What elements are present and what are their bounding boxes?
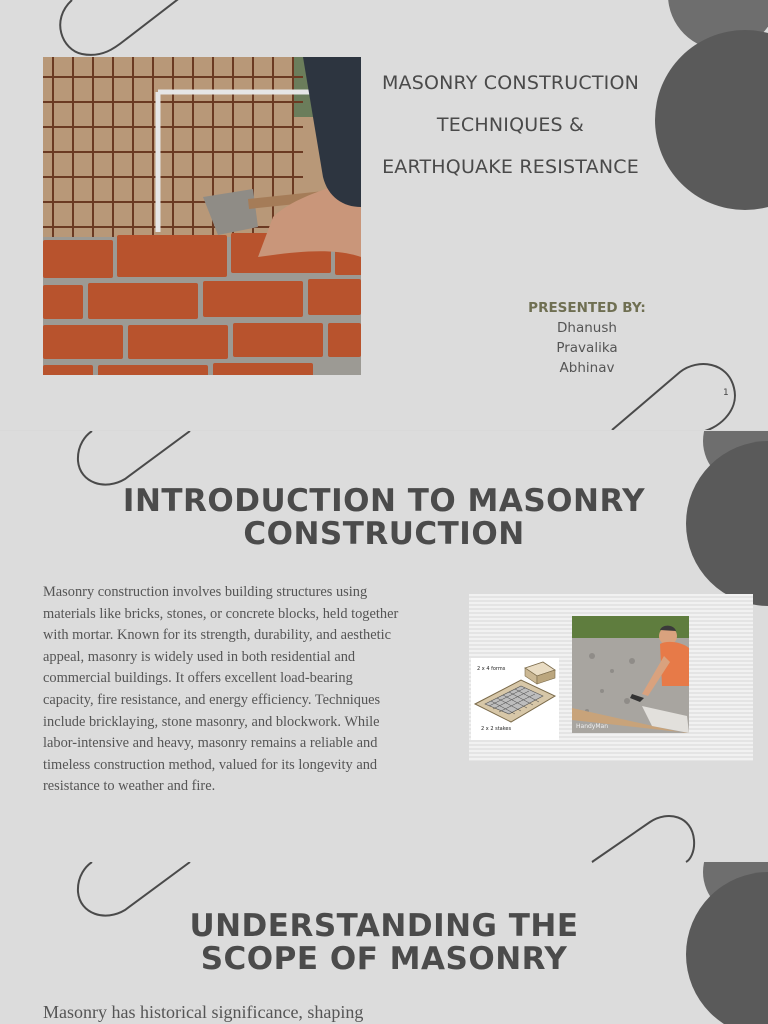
diagram-label: 2 x 4 forms bbox=[477, 666, 506, 672]
photo-caption: HandyMan bbox=[576, 723, 609, 730]
presenter-name: Dhanush bbox=[557, 320, 617, 336]
page-number: 1 bbox=[723, 388, 729, 398]
title-line: TECHNIQUES & bbox=[436, 114, 585, 136]
paragraph-line: resistance to weather and fire. bbox=[43, 778, 216, 795]
paragraph-line: Masonry has historical significance, shaping bbox=[43, 1002, 364, 1022]
paragraph-line: appeal, masonry is widely used in both residential and bbox=[43, 648, 356, 665]
heading-line: INTRODUCTION TO MASONRY bbox=[122, 483, 646, 519]
heading-line: SCOPE OF MASONRY bbox=[200, 941, 568, 977]
diagram-label: 2 x 2 stakes bbox=[481, 726, 512, 732]
paragraph-line: commercial buildings. It offers excellent load-bearing bbox=[43, 670, 353, 687]
paragraph-line: timeless construction method, valued for its longevity and bbox=[43, 756, 378, 773]
paragraph-line: capacity, fire resistance, and energy efficiency. Techniques bbox=[43, 691, 381, 708]
paragraph-line: Masonry construction involves building structures using bbox=[43, 584, 368, 600]
paragraph-line: materials like bricks, stones, or concrete blocks, held together bbox=[43, 605, 399, 622]
presented-by-label: PRESENTED BY: bbox=[528, 300, 646, 316]
paragraph-line: labor-intensive and heavy, masonry remains a reliable and bbox=[43, 735, 378, 752]
title-line: EARTHQUAKE RESISTANCE bbox=[382, 156, 639, 178]
paragraph-line: with mortar. Known for its strength, durability, and aesthetic bbox=[43, 627, 391, 644]
heading-line: CONSTRUCTION bbox=[243, 516, 525, 552]
heading-line: UNDERSTANDING THE bbox=[189, 908, 579, 944]
title-line: MASONRY CONSTRUCTION bbox=[381, 72, 640, 94]
presenter-name: Abhinav bbox=[559, 360, 615, 376]
paragraph-line: include bricklaying, stone masonry, and blockwork. While bbox=[43, 713, 380, 730]
presenter-name: Pravalika bbox=[556, 340, 618, 356]
